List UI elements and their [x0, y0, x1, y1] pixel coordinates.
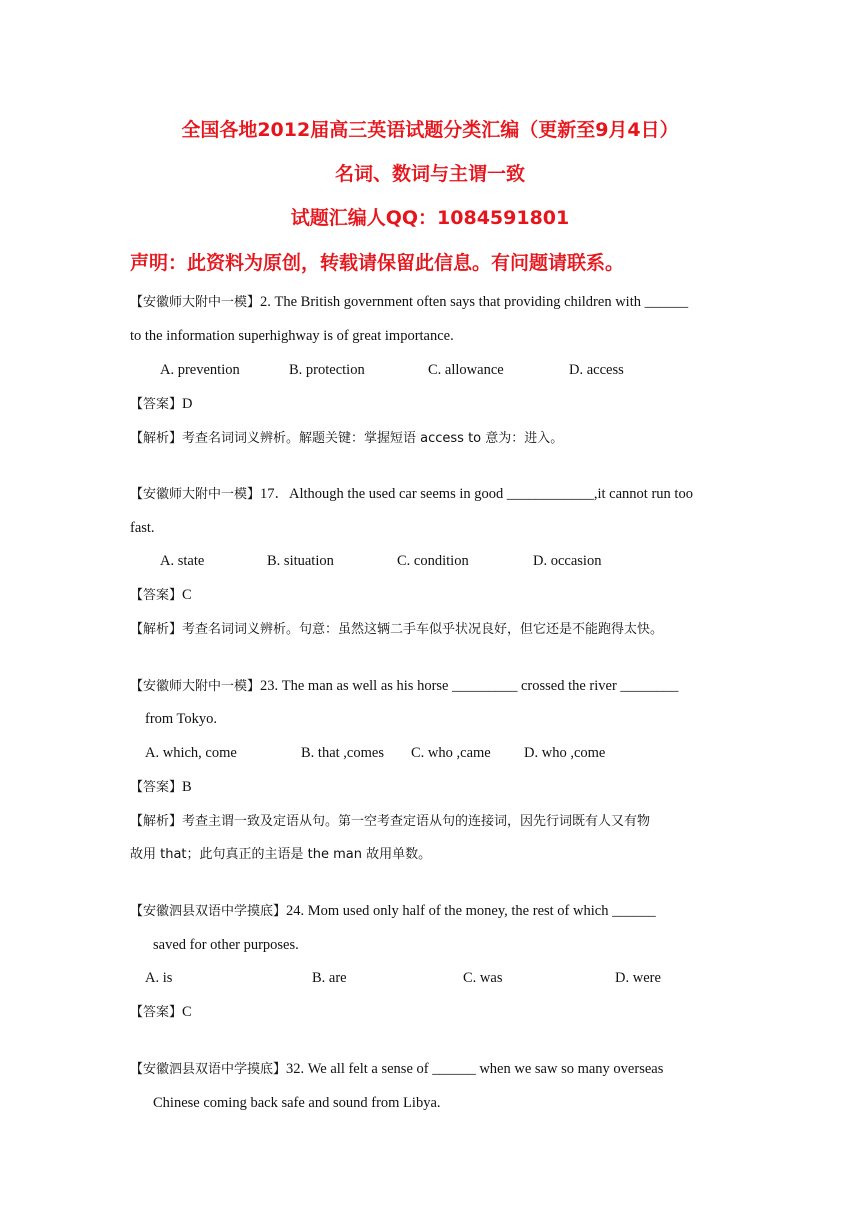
option-a: A. is	[145, 970, 173, 986]
analysis-line	[130, 619, 663, 640]
analysis-text: 考查名词词义辨析。句意：虽然这辆二手车似乎状况良好，但它还是不能跑得太快。	[182, 622, 664, 637]
option-a: A. which, come	[145, 745, 237, 761]
document-title: 全国各地2012届高三英语试题分类汇编（更新至9月4日）	[181, 119, 679, 141]
answer-label: 【答案】	[130, 780, 183, 795]
option-a: A. state	[160, 553, 205, 569]
answer-label: 【答案】	[130, 588, 183, 603]
question-text: 23. The man as well as his horse _________ crossed the river ________	[260, 678, 679, 694]
analysis-label: 【解析】	[130, 431, 183, 446]
question-32-stem	[130, 1059, 663, 1080]
question-text: 32. We all felt a sense of ______ when we saw so many overseas	[286, 1061, 664, 1077]
answer-line	[130, 1002, 192, 1023]
option-c: C. was	[463, 970, 503, 986]
option-b: B. that ,comes	[301, 745, 384, 761]
option-c: C. allowance	[428, 362, 504, 378]
answer-line	[130, 394, 193, 415]
question-2-stem	[130, 292, 688, 313]
option-d: D. were	[615, 970, 661, 986]
compiler-qq: 试题汇编人QQ：1084591801	[290, 207, 570, 229]
answer-line	[130, 777, 192, 798]
question-23-stem	[130, 676, 678, 697]
analysis-line	[130, 428, 563, 449]
analysis-text-continued: 故用 that；此句真正的主语是 the man 故用单数。	[130, 847, 432, 862]
option-b: B. situation	[267, 553, 334, 569]
question-text: 17．Although the used car seems in good ____________,it cannot run too	[260, 486, 693, 502]
question-text: 2. The British government often says that providing children with ______	[260, 294, 689, 310]
question-text-continued: from Tokyo.	[145, 711, 218, 727]
question-text-continued: fast.	[130, 520, 155, 536]
answer-label: 【答案】	[130, 1005, 183, 1020]
analysis-line	[130, 811, 650, 832]
question-17-stem	[130, 484, 693, 505]
answer-value: C	[182, 1004, 192, 1020]
analysis-text: 考查名词词义辨析。解题关键：掌握短语 access to 意为：进入。	[182, 431, 564, 446]
analysis-label: 【解析】	[130, 622, 183, 637]
option-d: D. who ,come	[524, 745, 606, 761]
option-c: C. who ,came	[411, 745, 491, 761]
analysis-label: 【解析】	[130, 814, 183, 829]
question-text-continued: saved for other purposes.	[153, 937, 299, 953]
question-source: 【安徽师大附中一模】	[130, 295, 261, 310]
option-b: B. protection	[289, 362, 365, 378]
question-text-continued: to the information superhighway is of great importance.	[130, 328, 454, 344]
answer-value: C	[182, 587, 192, 603]
question-source: 【安徽泗县双语中学摸底】	[130, 904, 287, 919]
answer-label: 【答案】	[130, 397, 183, 412]
answer-value: D	[182, 396, 193, 412]
option-c: C. condition	[397, 553, 469, 569]
question-source: 【安徽泗县双语中学摸底】	[130, 1062, 287, 1077]
option-d: D. access	[569, 362, 624, 378]
analysis-text: 考查主谓一致及定语从句。第一空考查定语从句的连接词，因先行词既有人又有物	[182, 814, 651, 829]
option-a: A. prevention	[160, 362, 240, 378]
question-text-continued: Chinese coming back safe and sound from Libya.	[153, 1095, 441, 1111]
question-24-stem	[130, 901, 656, 922]
document-subtitle: 名词、数词与主谓一致	[334, 163, 525, 185]
answer-value: B	[182, 779, 192, 795]
option-b: B. are	[312, 970, 347, 986]
answer-line	[130, 585, 192, 606]
question-source: 【安徽师大附中一模】	[130, 679, 261, 694]
copyright-notice: 声明：此资料为原创，转载请保留此信息。有问题请联系。	[130, 252, 625, 274]
question-source: 【安徽师大附中一模】	[130, 487, 261, 502]
option-d: D. occasion	[533, 553, 602, 569]
question-text: 24. Mom used only half of the money, the rest of which ______	[286, 903, 656, 919]
